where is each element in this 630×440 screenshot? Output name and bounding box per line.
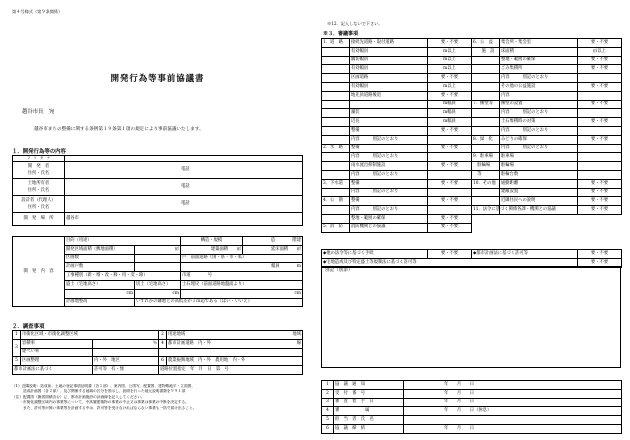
record-value[interactable] [404, 416, 622, 425]
review-right-choice[interactable] [578, 126, 622, 135]
review-right-choice[interactable]: ㎡以上 [578, 47, 622, 56]
review-right-category [472, 118, 500, 127]
review-right-choice[interactable]: 要・不要 [578, 135, 622, 144]
review-left-category [322, 188, 350, 197]
agri-promotion-field[interactable]: 農業振興地域 内・外 農用地 内・外 [167, 357, 303, 366]
site-area-label: 開発区域面積（敷地面積） [65, 245, 135, 254]
city-planning-permit-choice[interactable]: 要・不要 [578, 250, 622, 259]
right-page [315, 0, 630, 440]
record-number: 1 [322, 381, 334, 390]
floor-area-ratio-label: 容積率 [21, 339, 93, 348]
review-right-item: 土石堆積時の対策 [500, 118, 578, 127]
review-left-item: 内容 別記のとおり [350, 135, 428, 144]
record-value[interactable]: 年 月 日 [404, 381, 622, 390]
survey-no-3: 3 [13, 339, 21, 357]
record-number: 3 [322, 398, 334, 407]
designer-field[interactable] [65, 196, 303, 213]
designer-label-line1: 設計者（代理人） [21, 198, 56, 203]
review-right-choice[interactable] [578, 74, 622, 83]
record-label: 協 議 通 知 [334, 381, 404, 390]
review-right-row [472, 162, 622, 171]
use-district-unit: 地域 [292, 331, 302, 337]
site-area-field[interactable]: ㎡ [135, 245, 181, 254]
review-left-item: 有効幅員 [350, 65, 428, 74]
developer-field[interactable] [65, 162, 303, 179]
site-field[interactable]: 越谷市 [65, 213, 303, 226]
record-row [322, 416, 622, 425]
review-left-row [322, 47, 472, 56]
city-planning-road-field[interactable] [167, 339, 303, 348]
fill-cm[interactable]: cm [65, 289, 135, 298]
designer-label-line2: 住所・氏名 [27, 205, 50, 210]
record-label: 協 議 締 結 [334, 424, 404, 433]
planned-units-label: 計画戸数 [65, 263, 135, 272]
review-left-item: 整備 [350, 197, 428, 206]
review-right-category: 10．その他 [472, 179, 500, 188]
review-left-category: 3．下水道 [322, 179, 350, 188]
addressee: 越谷市長 宛 [22, 109, 55, 115]
review-right-row [472, 144, 622, 153]
review-right-row [472, 82, 622, 91]
record-label: 受 付 番 号 [334, 389, 404, 398]
road-width-field[interactable]: 幅員 m [181, 263, 303, 272]
road-designation-date: 年 月 日 第 号 [190, 366, 229, 372]
review-left-item: 整備 [350, 144, 428, 153]
review-right-row [472, 188, 622, 197]
lots-label: 区画数 [65, 254, 135, 263]
developer-tel: 電話 [181, 166, 190, 172]
review-right-item: 近隣住民への説明 [500, 197, 578, 206]
review-right-category [472, 188, 500, 197]
designer-tel: 電話 [181, 200, 190, 206]
survey-no-5: 5 [13, 357, 21, 366]
record-row [322, 381, 622, 390]
review-right-choice[interactable] [578, 91, 622, 100]
review-right-category [472, 126, 500, 135]
other-laws-label: ◆他の法令等に基づく手続 [322, 250, 428, 259]
developer-label-line1: 開 発 者 [27, 164, 50, 169]
notes [12, 384, 196, 411]
review-left-category [322, 82, 350, 91]
review-right-choice[interactable]: 要・不要 [578, 65, 622, 74]
review-left-choice[interactable]: m以上 [428, 56, 472, 65]
section-2-heading: ２．調査事項 [12, 324, 45, 330]
review-left-item: 整地・範囲の確保 [350, 214, 428, 223]
review-left-item: 内容 別記のとおり [350, 206, 428, 215]
review-items-right [471, 38, 622, 215]
review-right-choice[interactable]: 要・不要 [578, 118, 622, 127]
review-right-choice[interactable]: 要・不要 [578, 82, 622, 91]
record-row [322, 407, 622, 416]
backfill-label: 土石埋戻（前面道路地盤面より） [181, 280, 303, 289]
review-right-choice[interactable] [578, 144, 622, 153]
review-left-category [322, 153, 350, 162]
review-right-choice[interactable]: 要・不要 [578, 179, 622, 188]
road-designation-field[interactable] [159, 366, 303, 375]
review-right-choice[interactable] [578, 153, 622, 162]
review-left-choice[interactable]: 要・不要 [428, 179, 472, 188]
designer-label [13, 196, 65, 213]
permit-field[interactable]: 許可等 有・無 [93, 366, 159, 375]
review-right-category: 11．法令に基づく関係各課・機関との協議 [472, 206, 500, 215]
review-left-row [322, 188, 472, 197]
developer-label [13, 162, 65, 179]
review-right-item: みどりの確保 [500, 135, 578, 144]
review-left-row [322, 197, 472, 206]
record-value[interactable]: 年 月 日（休息） [404, 407, 622, 416]
review-left-category [322, 47, 350, 56]
remarks-box[interactable] [321, 266, 621, 368]
purpose-label: 目的（用途） [65, 237, 181, 246]
review-right-row [472, 206, 622, 215]
review-left-category [322, 65, 350, 74]
structure-label: 構造・規模 [181, 237, 243, 246]
review-left-category: 5．消 防 [322, 223, 350, 232]
form-number: 第４号様式（第９条関係） [12, 9, 63, 14]
review-left-choice[interactable]: m幅員 [428, 109, 472, 118]
review-left-choice[interactable]: m幅員 [428, 118, 472, 127]
review-right-category [472, 109, 500, 118]
review-left-row [322, 56, 472, 65]
review-right-category: 7．擁壁等 [472, 100, 500, 109]
review-right-choice[interactable]: 要・不要 [578, 100, 622, 109]
review-right-row [472, 179, 622, 188]
landowner-label-line2: 住所・氏名 [27, 188, 50, 193]
record-number: 4 [322, 407, 334, 416]
review-left-choice[interactable]: 要・不要 [428, 91, 472, 100]
review-right-category [472, 56, 500, 65]
review-right-category [472, 197, 500, 206]
review-left-category: 4．公 園 [322, 197, 350, 206]
work-type-label: 工事種別（新・増・改・移・用・変・除） [65, 272, 181, 281]
applicant-table [12, 155, 303, 226]
review-left-choice[interactable] [428, 135, 472, 144]
fill-label: 盛土（宅地高さ） [65, 280, 135, 289]
survey-no-4: 4 [159, 339, 167, 348]
review-left-row [322, 179, 472, 188]
review-right-category [472, 82, 500, 91]
review-right-row [472, 126, 622, 135]
note-4: ・市街化調整区域内の事業等について、中高層建築物の事業の中止又は事業は事業の中断を決定する。 [12, 400, 189, 405]
record-row [322, 424, 622, 433]
form-title: 開発行為等事前協議書 [110, 73, 205, 83]
floor-area-ratio-field[interactable]: ％ [93, 339, 159, 348]
city-road-field[interactable]: 市道 号 [181, 272, 303, 281]
review-right-row [472, 39, 622, 48]
landowner-label-line1: 土地所有者 [27, 181, 50, 186]
city-planning-road-unit: 線 [296, 340, 302, 346]
use-district-label: 用途地域 [168, 331, 186, 337]
review-left-row [322, 214, 472, 223]
review-left-row [322, 74, 472, 83]
review-right-item: 擁壁の設置 [500, 100, 578, 109]
review-left-item: 辺長 [350, 118, 428, 127]
review-left-category [322, 126, 350, 135]
review-right-category: 等 [472, 170, 500, 179]
survey-no-1: 1 [13, 331, 21, 340]
section-3-heading: ※３．審議事項 [323, 31, 359, 37]
review-right-choice[interactable]: 要・不要 [578, 206, 622, 215]
cut-label: 切土（宅地高さ） [135, 280, 181, 289]
review-left-row [322, 109, 472, 118]
development-content-label: 開 発 内 容 [13, 237, 65, 307]
review-right-item: 内容 別記のとおり [500, 126, 578, 135]
review-left-item: 接続先道路・取付道路 [350, 39, 428, 48]
record-number: 5 [322, 416, 334, 425]
review-left-choice[interactable]: 要・不要 [428, 74, 472, 83]
review-right-row [472, 47, 622, 56]
review-left-row [322, 118, 472, 127]
review-left-item: 内容 別記のとおり [350, 170, 428, 179]
review-right-choice[interactable]: 要・不要 [578, 56, 622, 65]
review-right-row [472, 170, 622, 179]
review-right-item: 内容 別記のとおり [500, 74, 578, 83]
land-readjustment-label: 区画整理 [21, 357, 93, 366]
review-right-category: 施 設 [472, 47, 500, 56]
review-right-category: 駐輪場 [472, 162, 500, 171]
review-right-choice[interactable]: 要・不要 [578, 188, 622, 197]
city-planning-permit-label: ◆都市計画法に基づく許可等 [472, 250, 578, 259]
remarks-label: 別記（別添） [325, 268, 353, 273]
review-left-row [322, 126, 472, 135]
review-left-row [322, 144, 472, 153]
record-value[interactable]: 年 月 日 [404, 424, 622, 433]
review-left-row [322, 100, 472, 109]
review-right-item: 床面積 [500, 47, 578, 56]
floors-field[interactable]: 造 階建 [243, 237, 303, 246]
review-left-row [322, 162, 472, 171]
review-left-item: 雨水流出抑制施設 [350, 162, 428, 171]
review-right-category [472, 65, 500, 74]
review-right-item: その他の公益施設 [500, 82, 578, 91]
note-2: 造成計画図（各２部）、及び関係する地域の区分を図示し、説明を行った地元説明書類を９９１部 [12, 389, 186, 394]
survey-no-2: 2 [159, 331, 167, 340]
record-number: 2 [322, 389, 334, 398]
review-left-choice[interactable]: 要・不要 [428, 214, 472, 223]
review-left-choice[interactable] [428, 206, 472, 215]
building-area-field[interactable]: 建築面積 ㎡ [181, 245, 243, 254]
landowner-tel: 電話 [181, 183, 190, 189]
survey-no-6: 6 [159, 357, 167, 366]
review-left-category [322, 170, 350, 179]
review-left-item: 区画道路 [350, 74, 428, 83]
record-row [322, 398, 622, 407]
landowner-field[interactable] [65, 179, 303, 196]
review-left-choice[interactable]: m以上 [428, 65, 472, 74]
review-left-item: 舗装 [350, 109, 428, 118]
review-left-item: 整備 [350, 126, 428, 135]
development-content-table [12, 236, 303, 307]
review-right-category: 8．緑 化 [472, 135, 500, 144]
other-procedures-table [321, 249, 622, 268]
review-left-category [322, 91, 350, 100]
review-right-category [472, 144, 500, 153]
review-right-row [472, 91, 622, 100]
review-right-row [472, 74, 622, 83]
review-left-choice[interactable]: m以上 [428, 82, 472, 91]
review-left-category [322, 206, 350, 215]
intro-text: 越谷市まちの整備に関する条例第１９条第１項の規定により事前協議いたします。 [34, 127, 204, 132]
review-left-row [322, 223, 472, 232]
grade-height-label: 計画地整高 [65, 298, 135, 307]
note-3: （注）配置図（換図面積含む）に、都市計画施設の計画線を記入してください。 [12, 394, 145, 399]
review-left-row [322, 206, 472, 215]
city-planning-law-label: 都市計画法に基づく [13, 366, 93, 375]
review-left-item: 有効幅員 [350, 82, 428, 91]
review-right-row [472, 109, 622, 118]
road-designation-label: 道路位置指定 [160, 366, 186, 372]
review-left-row [322, 170, 472, 179]
record-label: 審 属 [334, 407, 404, 416]
review-left-item: 有効幅員 [350, 47, 428, 56]
cut-cm[interactable]: cm [135, 289, 181, 298]
survey-table [12, 330, 303, 375]
backfill-cm[interactable]: cm [181, 289, 303, 298]
review-left-category [322, 118, 350, 127]
review-right-item: ごみ集積所 [500, 65, 578, 74]
note-5: また、許可等が無い事業等を計画する中は、許可等を受けなければならない事業も一括で届け出ること。 [12, 405, 197, 410]
review-left-category [322, 56, 350, 65]
planned-units-field[interactable] [135, 263, 181, 272]
review-right-choice[interactable] [578, 162, 622, 171]
review-left-category: 1．道 路 [322, 39, 350, 48]
coverage-ratio-field[interactable] [93, 348, 159, 357]
review-right-row [472, 118, 622, 127]
review-right-item: 駐輪場 [500, 162, 578, 171]
landfill-law-label: ◆宅地造成及び特定盛土等規制法に基づく許可等 [322, 258, 578, 267]
review-left-row [322, 91, 472, 100]
height-difference-question[interactable]: いずれかの隣地との高低差が１ｍ超である（はい・いいえ） [135, 298, 303, 307]
landowner-label [13, 179, 65, 196]
review-right-row [472, 65, 622, 74]
review-left-row [322, 135, 472, 144]
review-left-item: 地先員道路後退 [350, 91, 428, 100]
review-right-row [472, 56, 622, 65]
review-left-item: 消防機関との協議 [350, 223, 428, 232]
landfill-law-choice[interactable]: 要・不要 [578, 258, 622, 267]
record-number: 6 [322, 424, 334, 433]
section-1-heading: １．開発行為等の内容 [12, 149, 66, 155]
review-right-item: 集会所・集会室 [500, 39, 578, 48]
review-right-category: 6．公 益 [472, 39, 500, 48]
review-right-item: 駐輪台数 [500, 170, 578, 179]
land-readjustment-field[interactable]: 内・外 地区 [93, 357, 159, 366]
review-right-choice[interactable] [578, 109, 622, 118]
office-use-note: ※12．記入しないで下さい。 [327, 21, 383, 26]
review-right-item: 内容 [500, 91, 578, 100]
review-items-left [321, 38, 472, 233]
city-planning-road-label: 都市計画道路 [168, 340, 194, 346]
review-left-category [322, 109, 350, 118]
review-left-category: 2．水 路 [322, 144, 350, 153]
review-left-choice[interactable]: 要・不要 [428, 197, 472, 206]
review-right-category: 9．駐車場 [472, 153, 500, 162]
lots-field[interactable] [135, 254, 181, 263]
review-right-row [472, 135, 622, 144]
record-label: 審 査 着 手 日 [334, 398, 404, 407]
review-left-item: 整備 [350, 179, 428, 188]
review-left-choice[interactable] [428, 170, 472, 179]
review-right-item: 通勤距離 [500, 179, 578, 188]
note-1: （1）近隣説明：造成前、土地の登記事項証明書（各１部）、案内図、公図写、配置図、建物敷地平・立面図、 [12, 384, 196, 388]
review-right-choice[interactable] [578, 170, 622, 179]
review-right-row [472, 100, 622, 109]
record-label: 担 当 者 氏 名 [334, 416, 404, 425]
review-right-choice[interactable]: 要・不要 [578, 197, 622, 206]
review-left-category [322, 100, 350, 109]
record-value[interactable]: 年 月 日 [404, 389, 622, 398]
review-left-row [322, 65, 472, 74]
review-left-choice[interactable]: 要・不要 [428, 162, 472, 171]
use-district-field[interactable] [167, 331, 303, 340]
review-left-choice[interactable]: 要・不要 [428, 39, 472, 48]
review-left-category [322, 162, 350, 171]
city-planning-road-inout: 内・外 [198, 340, 211, 346]
review-right-category [472, 91, 500, 100]
review-left-item: 内容 別記のとおり [350, 153, 428, 162]
frontage-road-label: 戸 前面道路（国・県・市・私） [181, 254, 303, 263]
floor-area-field[interactable]: 延床面積 ㎡ [243, 245, 303, 254]
review-left-category [322, 74, 350, 83]
review-left-choice[interactable]: 要・不要 [428, 223, 472, 232]
review-right-item: 整地・範囲の確保 [500, 56, 578, 65]
coverage-ratio-label: 建ぺい率 [21, 348, 93, 357]
record-value[interactable]: 年 月 日 [404, 398, 622, 407]
furigana-label: フ リ ガ ナ [13, 156, 65, 162]
review-right-item: 内容 別記のとおり [500, 144, 578, 153]
survey-blank [159, 348, 303, 357]
review-left-item [350, 100, 428, 109]
urbanization-area-label[interactable]: 市街化区域・市街化調整区域 [21, 331, 159, 340]
review-left-choice[interactable] [428, 153, 472, 162]
review-left-row [322, 153, 472, 162]
review-left-choice[interactable]: 要・不要 [428, 144, 472, 153]
other-laws-choice[interactable]: 要・不要 [428, 250, 472, 259]
review-right-item: 建蔽設置 [500, 188, 578, 197]
review-left-row [322, 82, 472, 91]
review-left-category [322, 135, 350, 144]
review-right-category [472, 74, 500, 83]
review-left-choice[interactable]: m以上 [428, 47, 472, 56]
review-left-choice[interactable]: 要・不要 [428, 126, 472, 135]
review-right-choice[interactable]: 要・不要 [578, 39, 622, 48]
review-left-row [322, 39, 472, 48]
review-right-row [472, 197, 622, 206]
record-row [322, 389, 622, 398]
developer-label-line2: 住所・氏名 [27, 171, 50, 176]
review-right-row [472, 153, 622, 162]
review-left-item: 内容 別記のとおり [350, 188, 428, 197]
review-left-category [322, 214, 350, 223]
review-left-choice[interactable]: m幅員 [428, 100, 472, 109]
record-table [321, 380, 622, 434]
site-label: 開 発 場 所 [13, 213, 65, 226]
review-left-choice[interactable] [428, 188, 472, 197]
review-right-item: 駐車場 [500, 153, 578, 162]
review-right-item: 内容 別記のとおり [500, 109, 578, 118]
review-left-item: 隅切幅員 [350, 56, 428, 65]
